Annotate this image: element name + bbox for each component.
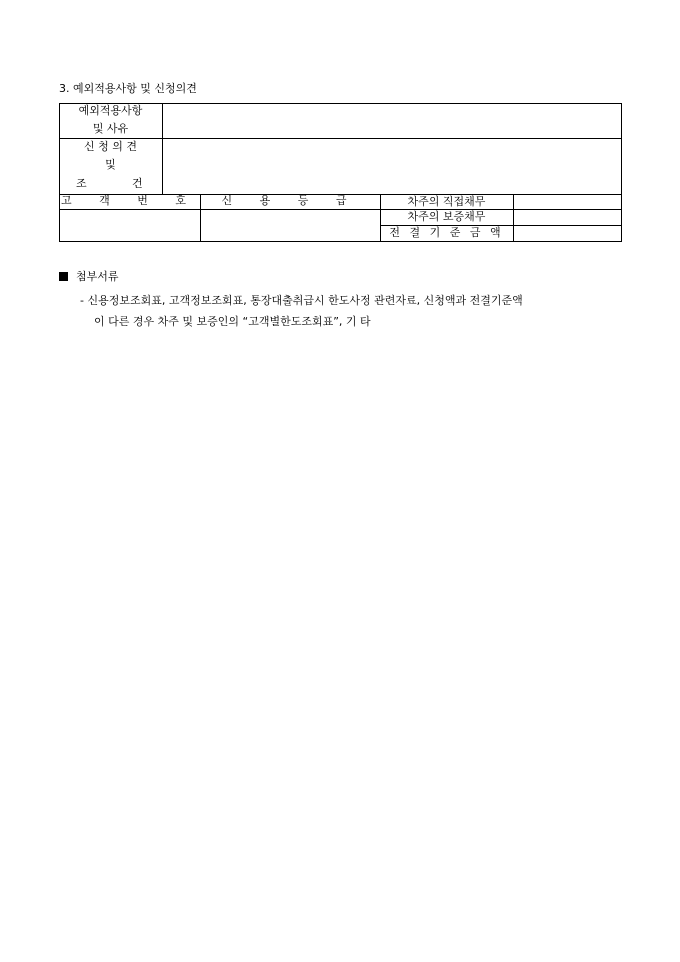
- black-square-icon: [59, 272, 68, 281]
- customer-number-header: 고 객 번 호: [61, 194, 198, 207]
- table-col-divider: [513, 194, 514, 242]
- exception-label-line1: 예외적용사항: [78, 104, 143, 117]
- attachments-line1: - 신용정보조회표, 고객정보조회표, 통장대출취급시 한도사정 관련자료, 신청액과 전결기준액: [80, 294, 523, 307]
- section-heading: 3. 예외적용사항 및 신청의견: [59, 82, 197, 95]
- attachments-title-text: 첨부서류: [76, 270, 119, 283]
- exception-label-line2: 및 사유: [92, 122, 129, 135]
- credit-grade-header: 신 용 등 급: [221, 194, 359, 207]
- table-border-right: [621, 103, 622, 242]
- approval-base-amount-label: 전 결 기 준 금 액: [389, 226, 504, 239]
- attachments-line2: 이 다른 경우 차주 및 보증인의 “고객별한도조회표”, 기 타: [94, 315, 371, 328]
- opinion-label-line2: 및: [105, 158, 116, 171]
- table-border-bottom: [59, 241, 622, 242]
- table-col-divider: [162, 103, 163, 195]
- table-row-divider: [59, 138, 622, 139]
- table-row-divider: [59, 209, 622, 210]
- opinion-label-line3-a: 조: [76, 177, 87, 190]
- guarantee-debt-label: 차주의 보증채무: [407, 210, 486, 223]
- attachments-title: [59, 268, 119, 284]
- opinion-label-line3-b: 건: [132, 177, 143, 190]
- opinion-label-line1: 신 청 의 견: [84, 140, 137, 153]
- direct-debt-label: 차주의 직접채무: [407, 195, 486, 208]
